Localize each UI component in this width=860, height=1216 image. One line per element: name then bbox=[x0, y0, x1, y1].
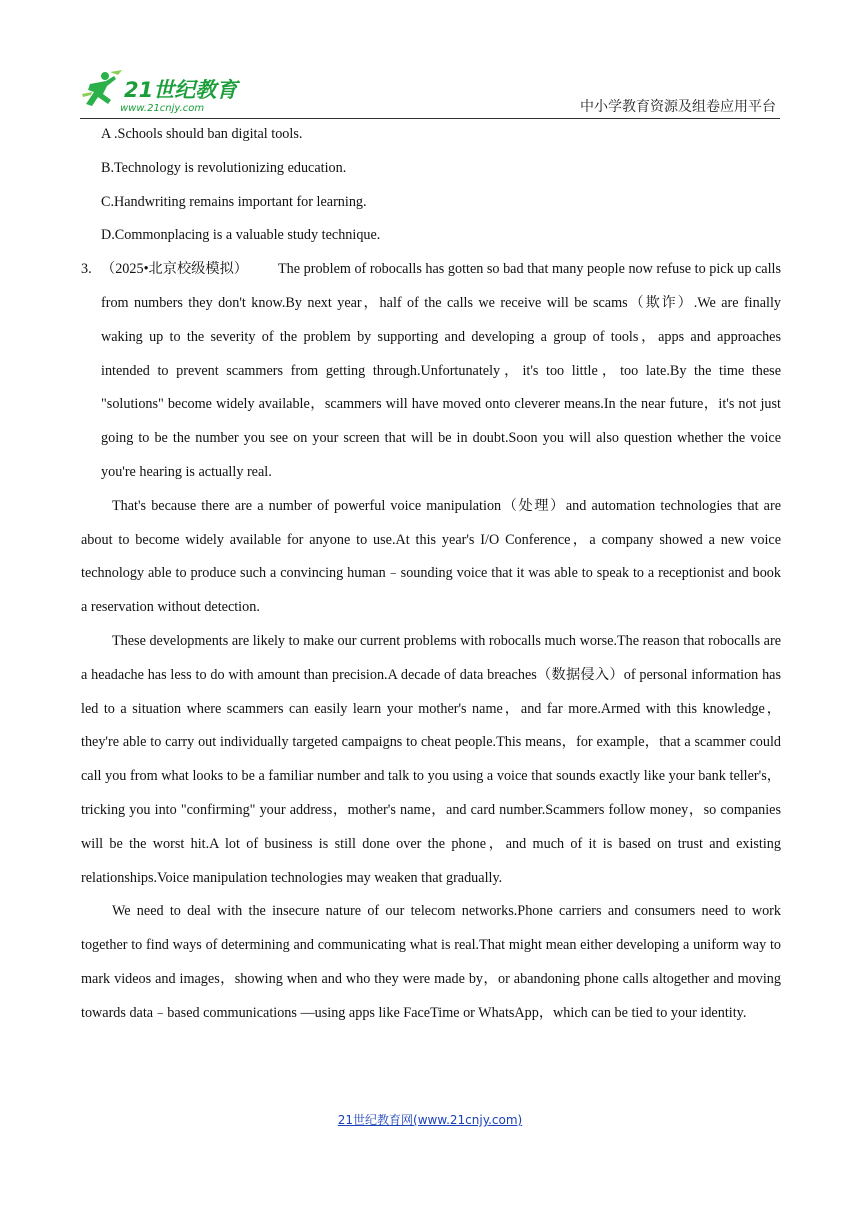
page-header bbox=[80, 64, 780, 120]
document-body bbox=[81, 118, 781, 1031]
passage-paragraph-1: That's because there are a number of powerful voice manipulation（处理）and automation technologies that are about to become widely available for anyone to use.At this year's I/O Conference，a company showed a new voice technology able to produce such a convincing human﹣sounding voice that it was able to speak to a receptionist and book a reservation without detection. bbox=[81, 497, 781, 616]
question-source: （2025•北京校级模拟） bbox=[101, 261, 248, 278]
passage-paragraph-3: We need to deal with the insecure nature of our telecom networks.Phone carriers and consumers need to work together to find ways of determining and communicating what is real.That might mean either developing a uniform way to mark videos and images，showing when and who they were made by，or abandoning phone calls altogether and moving towards data﹣based communications —using apps like FaceTime or WhatsApp，which can be tied to your identity. bbox=[81, 903, 781, 1021]
passage-paragraph-2: These developments are likely to make our current problems with robocalls much worse.The reason that robocalls are a headache has less to do with amount than precision.A decade of data breaches（数据侵入）of personal information has led to a situation where scammers can easily learn your mother's name，and far more.Armed with this knowledge，they're able to carry out individually targeted campaigns to cheat people.This means，for example，that a scammer could call you from what looks to be a familiar number and talk to you using a voice that sounds exactly like your bank teller's，tricking you into "confirming" your address，mother's name，and card number.Scammers follow money，so companies will be the worst hit.A lot of business is still done over the phone，and much of it is based on trust and existing relationships.Voice manipulation technologies may weaken that gradually. bbox=[81, 632, 781, 886]
question-3 bbox=[81, 253, 781, 490]
question-number: 3. bbox=[81, 261, 92, 278]
option-b: B.Technology is revolutionizing education. bbox=[101, 159, 347, 176]
logo bbox=[80, 70, 280, 118]
option-c: C.Handwriting remains important for learning. bbox=[101, 193, 367, 210]
question-passage: The problem of robocalls has gotten so bad that many people now refuse to pick up calls from numbers they don't know.By next year，half of the calls we receive will be scams（欺诈）.We are finally waking up to the severity of the problem by supporting and developing a group of tools，apps and approaches intended to prevent scammers from getting through.Unfortunately，it's too little，too late.By the time these "solutions" become widely available，scammers will have moved onto cleverer means.In the near future，it's not just going to be the number you see on your screen that will be in doubt.Soon you will also question whether the voice you're hearing is actually real. bbox=[101, 261, 781, 480]
option-d: D.Commonplacing is a valuable study technique. bbox=[101, 227, 381, 244]
runner-logo-icon bbox=[80, 70, 124, 114]
footer-link[interactable]: 21世纪教育网(www.21cnjy.com) bbox=[337, 1113, 523, 1127]
option-a: A .Schools should ban digital tools. bbox=[101, 126, 303, 142]
platform-title: 中小学教育资源及组卷应用平台 bbox=[580, 99, 776, 115]
logo-text: 21世纪教育 bbox=[124, 78, 238, 102]
logo-url: www.21cnjy.com bbox=[120, 103, 205, 114]
page-footer bbox=[0, 1111, 860, 1129]
